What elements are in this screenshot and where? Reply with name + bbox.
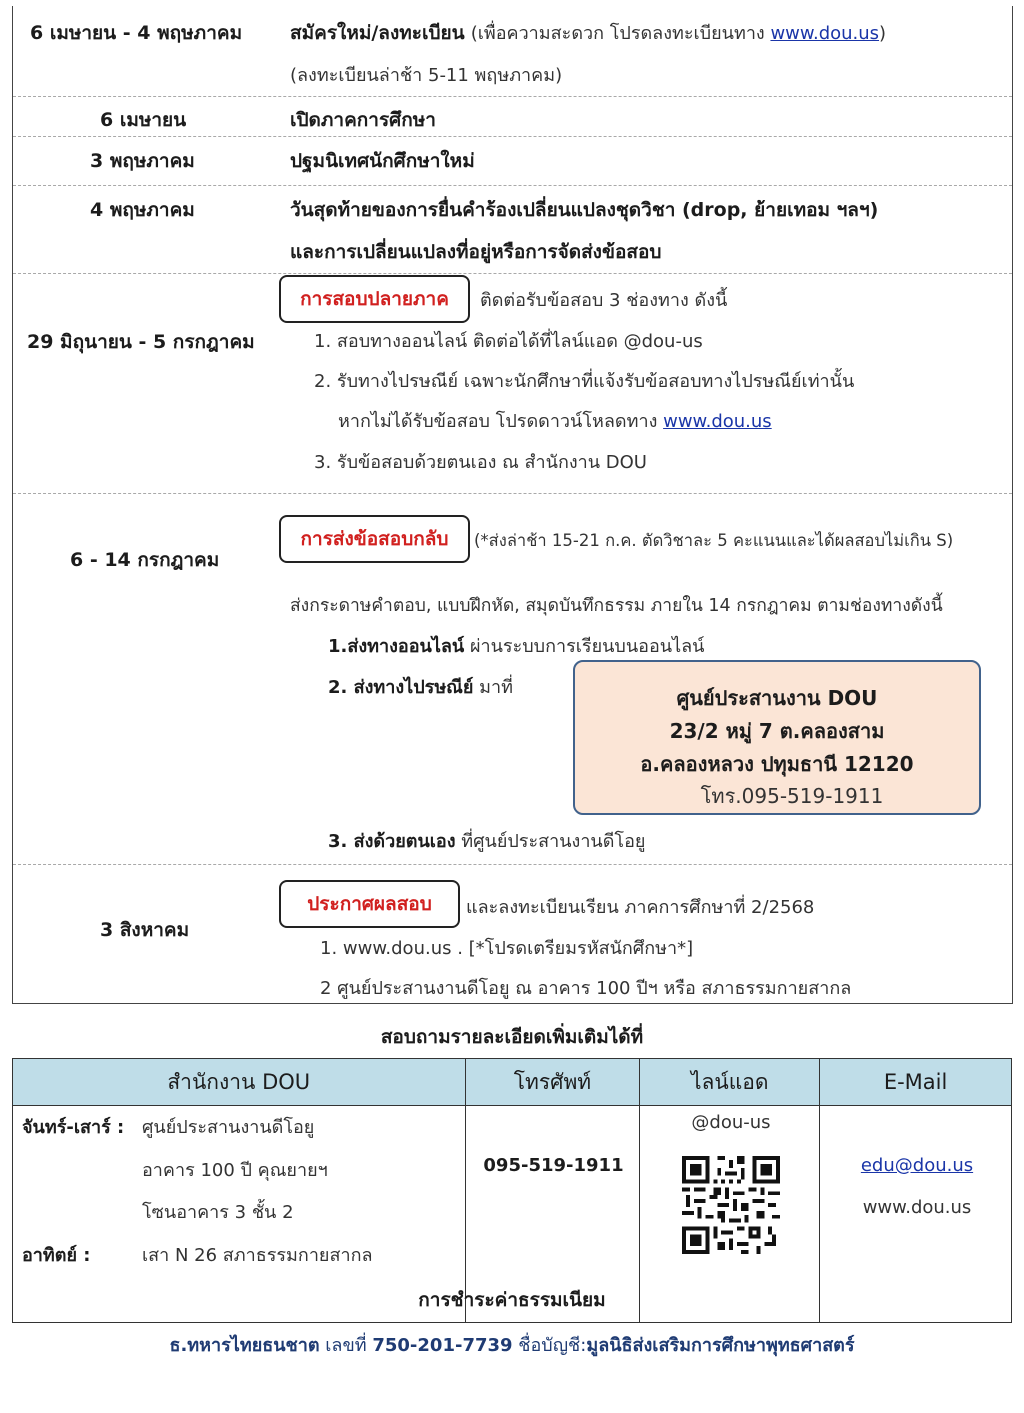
row1-note-end: ) bbox=[879, 23, 887, 44]
row1-website-link[interactable]: www.dou.us bbox=[770, 23, 880, 44]
row4-line2: และการเปลี่ยนแปลงที่อยู่หรือการจัดส่งข้อสอบ bbox=[290, 241, 662, 263]
qr-code-icon[interactable] bbox=[682, 1156, 780, 1254]
row-divider bbox=[13, 96, 1012, 97]
contact-header-row bbox=[13, 1059, 1012, 1106]
row1-title: สมัครใหม่/ลงทะเบียน bbox=[290, 22, 465, 44]
row2-date: 6 เมษายน bbox=[100, 109, 187, 131]
row-divider bbox=[13, 864, 1012, 865]
row5-item2b bbox=[338, 406, 772, 435]
row7-date: 3 สิงหาคม bbox=[100, 919, 190, 941]
row6-item1-title: 1.ส่งทางออนไลน์ bbox=[328, 636, 465, 657]
row5-download-link[interactable]: www.dou.us bbox=[663, 411, 772, 432]
row1-date: 6 เมษายน - 4 พฤษภาคม bbox=[30, 22, 243, 44]
row-divider bbox=[13, 273, 1012, 274]
row5-intro: ติดต่อรับข้อสอบ 3 ช่องทาง ดังนี้ bbox=[480, 290, 728, 311]
address-line3: อ.คลองหลวง ปทุมธานี 12120 bbox=[640, 752, 914, 776]
header-office: สำนักงาน DOU bbox=[13, 1059, 466, 1106]
website-text[interactable]: www.dou.us bbox=[862, 1197, 972, 1218]
final-exam-label: การสอบปลายภาค bbox=[279, 275, 470, 323]
row6-late-note: (*ส่งล่าช้า 15-21 ก.ค. ตัดวิชาละ 5 คะแนนและได้ผลสอบไม่เกิน S) bbox=[474, 531, 954, 550]
row7-intro: และลงทะเบียนเรียน ภาคการศึกษาที่ 2/2568 bbox=[466, 897, 815, 918]
mailing-address-box bbox=[573, 660, 981, 815]
sunday-label: อาทิตย์ : bbox=[22, 1245, 91, 1266]
row5-item3: 3. รับข้อสอบด้วยตนเอง ณ สำนักงาน DOU bbox=[314, 452, 647, 473]
row6-date: 6 - 14 กรกฎาคม bbox=[70, 549, 220, 571]
row6-item1-text: ผ่านระบบการเรียนบนออนไลน์ bbox=[464, 636, 705, 657]
row6-item3 bbox=[328, 826, 645, 855]
row-divider bbox=[13, 185, 1012, 186]
header-email: E-Mail bbox=[820, 1059, 1012, 1106]
row4-line1: วันสุดท้ายของการยื่นคำร้องเปลี่ยนแปลงชุดวิชา (drop, ย้ายเทอม ฯลฯ) bbox=[290, 199, 879, 221]
row7-item1: 1. www.dou.us . [*โปรดเตรียมรหัสนักศึกษา*] bbox=[320, 938, 694, 959]
account-number: 750-201-7739 bbox=[372, 1335, 513, 1356]
bank-name: ธ.ทหารไทยธนชาต bbox=[169, 1335, 320, 1356]
row-divider bbox=[13, 493, 1012, 494]
row5-item2: 2. รับทางไปรษณีย์ เฉพาะนักศึกษาที่แจ้งรับข้อสอบทางไปรษณีย์เท่านั้น bbox=[314, 371, 855, 392]
weekday-label: จันทร์-เสาร์ : bbox=[22, 1117, 125, 1138]
row6-intro: ส่งกระดาษคำตอบ, แบบฝึกหัด, สมุดบันทึกธรรม ภายใน 14 กรกฎาคม ตามช่องทางดังนี้ bbox=[290, 596, 943, 616]
office-line1: ศูนย์ประสานงานดีโอยู bbox=[142, 1117, 315, 1138]
account-name-label: ชื่อบัญชี: bbox=[512, 1335, 587, 1356]
office-line2: อาคาร 100 ปี คุณยายฯ bbox=[142, 1160, 328, 1181]
address-phone: โทร.095-519-1911 bbox=[700, 784, 884, 808]
return-exam-label: การส่งข้อสอบกลับ bbox=[279, 515, 470, 563]
row1-text bbox=[290, 18, 886, 48]
office-line3: โซนอาคาร 3 ชั้น 2 bbox=[142, 1202, 294, 1223]
header-phone: โทรศัพท์ bbox=[465, 1059, 640, 1106]
row2-text: เปิดภาคการศึกษา bbox=[290, 109, 436, 131]
payment-heading: การชำระค่าธรรมเนียม bbox=[418, 1289, 606, 1311]
results-label: ประกาศผลสอบ bbox=[279, 880, 460, 928]
row7-item2: 2 ศูนย์ประสานงานดีโอยู ณ อาคาร 100 ปีฯ หรือ สภาธรรมกายสากล bbox=[320, 978, 852, 999]
line-id: @dou-us bbox=[691, 1112, 771, 1133]
account-label: เลขที่ bbox=[319, 1335, 373, 1356]
header-line: ไลน์แอด bbox=[640, 1059, 820, 1106]
row5-item2b-text: หากไม่ได้รับข้อสอบ โปรดดาวน์โหลดทาง bbox=[338, 411, 664, 432]
row1-note: (เพื่อความสะดวก โปรดลงทะเบียนทาง bbox=[470, 23, 771, 44]
row1-late: (ลงทะเบียนล่าช้า 5-11 พฤษภาคม) bbox=[290, 65, 563, 86]
contact-heading: สอบถามรายละเอียดเพิ่มเติมได้ที่ bbox=[380, 1026, 644, 1048]
sunday-line: เสา N 26 สภาธรรมกายสากล bbox=[142, 1245, 373, 1266]
email-text[interactable]: edu@dou.us bbox=[860, 1155, 974, 1176]
contact-table bbox=[12, 1058, 1012, 1323]
row4-date: 4 พฤษภาคม bbox=[90, 199, 195, 221]
row-divider bbox=[13, 136, 1012, 137]
row3-date: 3 พฤษภาคม bbox=[90, 150, 195, 172]
row6-item2-title: 2. ส่งทางไปรษณีย์ bbox=[328, 677, 474, 698]
payment-details bbox=[0, 1330, 1024, 1359]
row6-item3-text: ที่ศูนย์ประสานงานดีโอยู bbox=[455, 831, 646, 852]
row6-item3-title: 3. ส่งด้วยตนเอง bbox=[328, 831, 456, 852]
row6-item2 bbox=[328, 672, 513, 701]
contact-phone: 095-519-1911 bbox=[483, 1155, 624, 1176]
address-line2: 23/2 หมู่ 7 ต.คลองสาม bbox=[669, 719, 885, 743]
account-name: มูลนิธิส่งเสริมการศึกษาพุทธศาสตร์ bbox=[586, 1335, 855, 1356]
row6-item1 bbox=[328, 631, 704, 660]
email-link[interactable] bbox=[821, 1155, 1013, 1176]
row3-text: ปฐมนิเทศนักศึกษาใหม่ bbox=[290, 150, 475, 172]
address-line1: ศูนย์ประสานงาน DOU bbox=[676, 686, 878, 710]
row6-item2-text: มาที่ bbox=[473, 677, 513, 698]
row5-item1: 1. สอบทางออนไลน์ ติดต่อได้ที่ไลน์แอด @dou-us bbox=[314, 331, 703, 352]
row5-date: 29 มิถุนายน - 5 กรกฎาคม bbox=[27, 331, 255, 353]
